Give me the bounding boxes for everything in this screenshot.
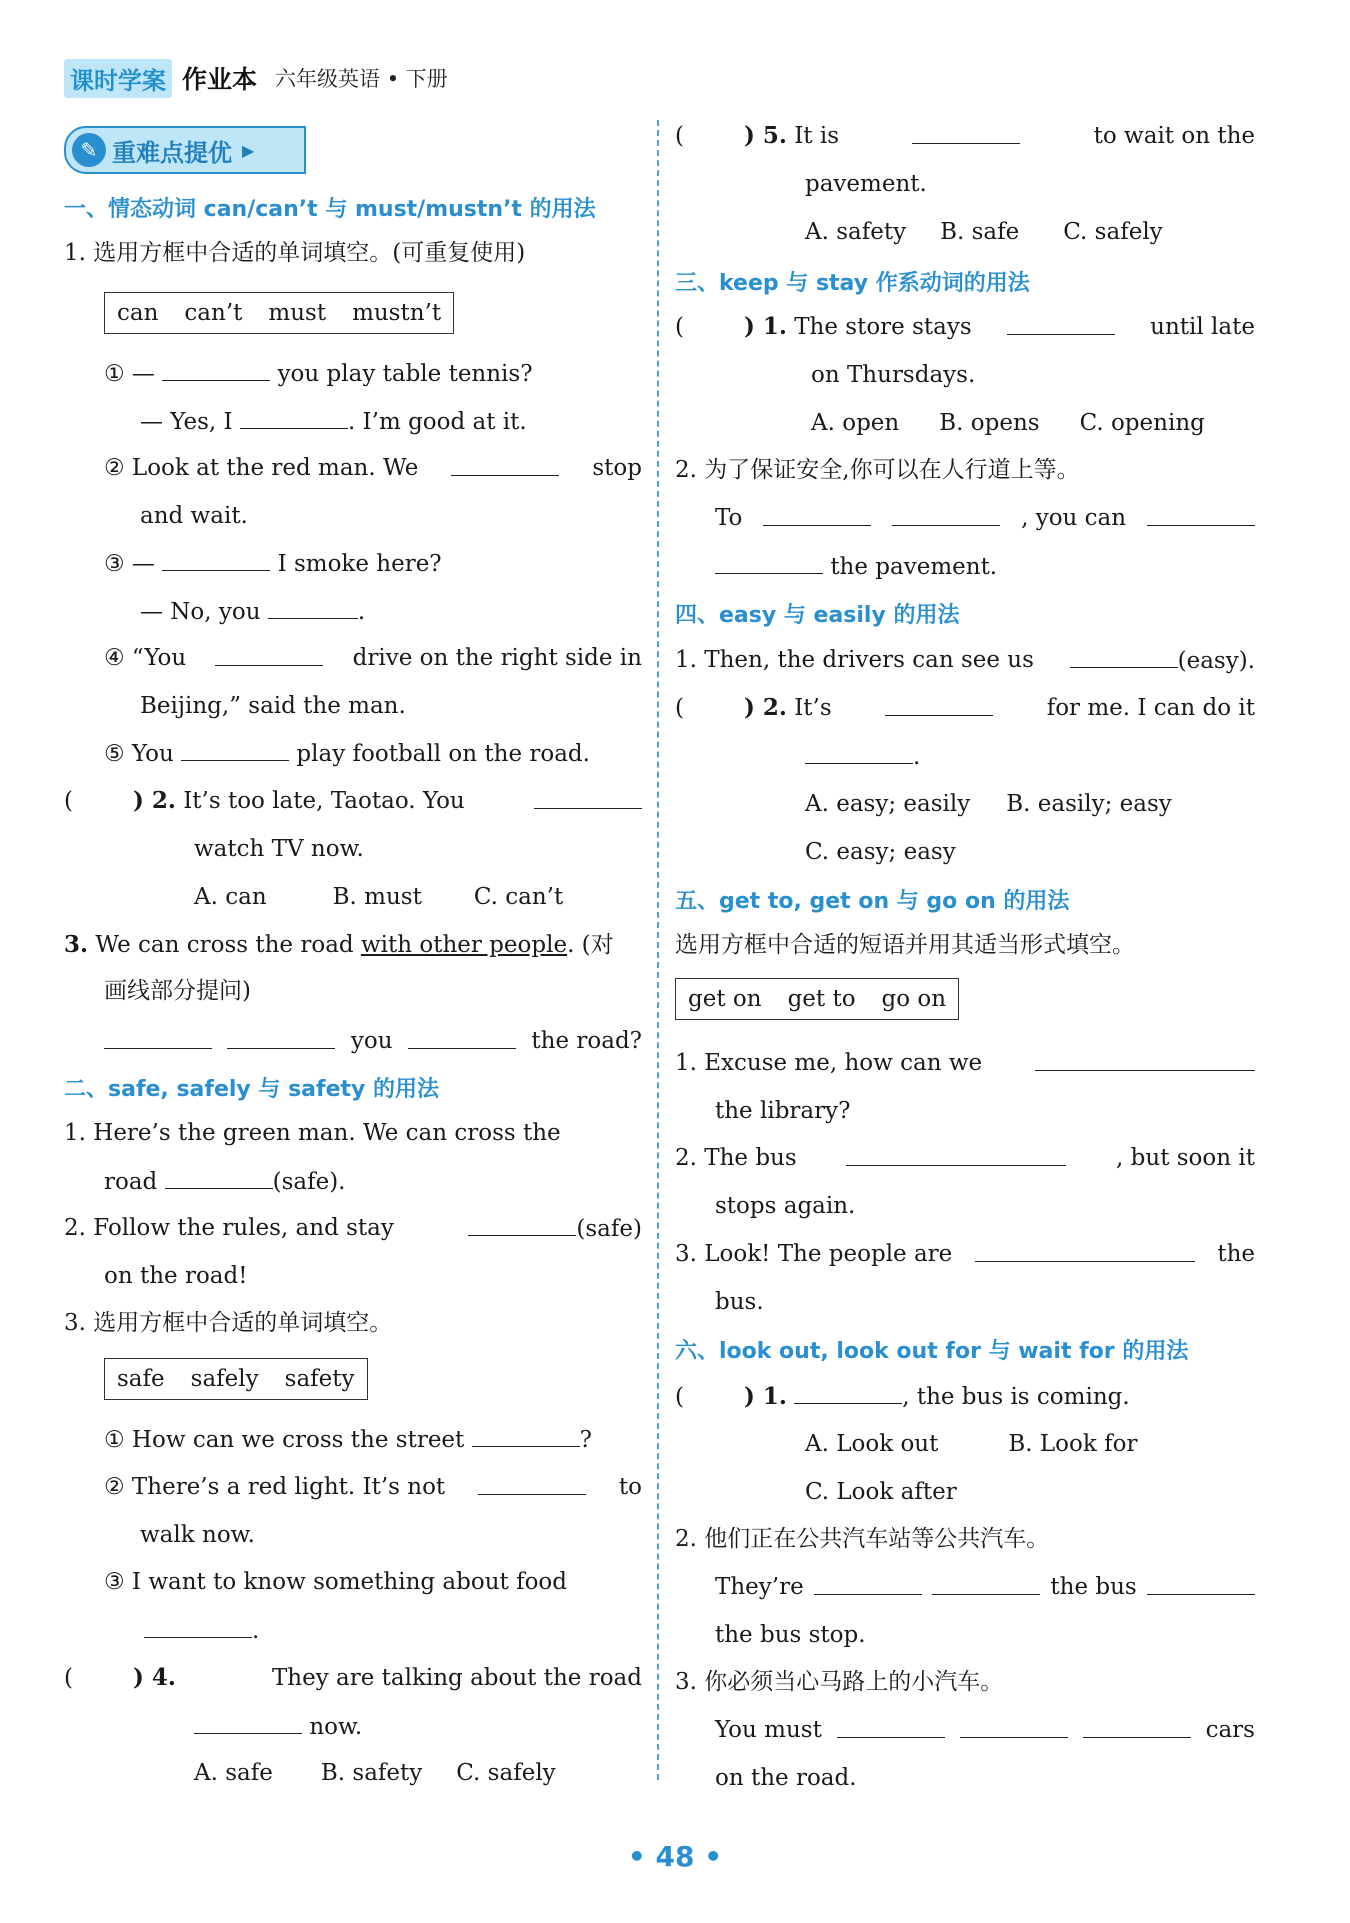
s5-q2-line-a: 2. The bus , but soon it [675,1145,1255,1171]
s6-q2-line-b: the bus stop. [715,1622,866,1648]
answer-blank[interactable] [227,1026,335,1049]
s4-q2-line-b: . [805,741,920,772]
word-option: safety [284,1366,355,1392]
s6-q1-option-c[interactable]: C. Look after [805,1479,957,1505]
s2-question-2-line-a: 2. Follow the rules, and stay (safe) [64,1215,642,1242]
answer-blank[interactable] [104,1026,212,1049]
word-option: safe [117,1366,165,1392]
word-option: mustn’t [352,300,442,326]
section-badge [64,126,306,174]
section-2-title: 二、safe, safely 与 safety 的用法 [64,1077,440,1102]
question-3-line-b: 画线部分提问) [104,978,251,1004]
brand-logo: 课时学案 [64,59,172,98]
answer-blank[interactable] [534,786,642,809]
s2-item-3-line-b: . [144,1615,259,1646]
badge-title: 重难点提优 [112,138,232,167]
question-1-1-line-a: ① — you play table tennis? [104,358,533,389]
word-option: can’t [184,300,243,326]
s2-question-4-line-b: now. [194,1711,362,1742]
s2-item-2-line-a: ② There’s a red light. It’s not to [104,1474,642,1500]
choice-option[interactable]: A. safe [194,1760,273,1786]
s5-q2-line-b: stops again. [715,1193,856,1219]
question-1-3-line-b: — No, you . [140,596,365,627]
s6-q2-line-a: They’re the bus [715,1572,1255,1602]
triangle-arrow-icon: ▶ [242,140,255,160]
answer-blank[interactable] [805,741,913,764]
choice-option[interactable]: A. can [194,884,267,910]
word-option: can [117,300,159,326]
s5-q3-line-a: 3. Look! The people are the [675,1241,1255,1267]
s6-q1-options [805,1429,1137,1459]
answer-blank[interactable] [162,358,270,381]
choice-option[interactable]: B. must [332,884,422,910]
answer-blank[interactable] [975,1239,1195,1262]
question-3-line-a: 3. We can cross the road with other people. (对 [64,931,614,958]
choice-option[interactable]: B. easily; easy [1006,791,1172,817]
answer-blank[interactable] [794,1381,902,1404]
question-1-3-line-a: ③ — I smoke here? [104,548,442,579]
answer-blank[interactable] [268,596,358,619]
question-2-line-b: watch TV now. [194,836,364,862]
choice-option[interactable]: B. Look for [1008,1431,1138,1457]
question-1-2-line-a: ② Look at the red man. We stop [104,455,642,481]
answer-blank[interactable] [478,1472,586,1495]
answer-blank[interactable] [1007,312,1115,335]
s6-q1-line-a: ( ) 1. , the bus is coming. [675,1383,1130,1410]
answer-blank[interactable] [814,1572,922,1595]
section-6-title: 六、look out, look out for 与 wait for 的用法 [675,1339,1189,1364]
s5-q1-line-b: the library? [715,1098,851,1124]
answer-blank[interactable] [885,693,993,716]
s6-q3-heading: 3. 你必须当心马路上的小汽车。 [675,1669,1004,1695]
s5-q3-line-b: bus. [715,1289,764,1315]
question-1-4-line-b: Beijing,” said the man. [140,693,406,719]
s5-heading: 选用方框中合适的短语并用其适当形式填空。 [675,932,1135,958]
s2-item-2-line-b: walk now. [140,1522,255,1548]
choice-option[interactable]: C. opening [1079,410,1205,436]
q5-line-a: ( ) 5. It is to wait on the [675,122,1255,149]
section-5-title: 五、get to, get on 与 go on 的用法 [675,889,1070,914]
s3-q1-line-a: ( ) 1. The store stays until late [675,313,1255,340]
choice-option[interactable]: C. safely [456,1760,556,1786]
s4-q2-option-c[interactable]: C. easy; easy [805,839,956,865]
phrase-option: get to [787,986,856,1012]
section-1-title: 一、情态动词 can/can’t 与 must/mustn’t 的用法 [64,197,596,222]
answer-blank[interactable] [451,453,559,476]
phrase-option: get on [688,986,762,1012]
choice-option[interactable]: C. can’t [473,884,564,910]
pencil-icon: ✎ [72,133,106,167]
column-divider [657,120,659,1780]
section-3-title: 三、keep 与 stay 作系动词的用法 [675,271,1030,296]
question-1-5: ⑤ You play football on the road. [104,738,590,769]
answer-blank[interactable] [1070,645,1178,668]
brand-title: 作业本 [182,65,258,94]
question-1-2-line-b: and wait. [140,503,248,529]
s2-question-1-line-b: road (safe). [104,1166,346,1197]
answer-blank[interactable] [162,548,270,571]
question-2-options [194,882,563,912]
choice-option[interactable]: C. safely [1063,219,1163,245]
s6-q3-line-b: on the road. [715,1765,857,1791]
answer-blank[interactable] [912,121,1020,144]
word-box-1 [104,292,454,334]
answer-blank[interactable] [1035,1048,1255,1071]
s3-q1-line-b: on Thursdays. [811,362,976,388]
question-1-heading: 1. 选用方框中合适的单词填空。(可重复使用) [64,240,526,266]
choice-option[interactable]: B. safe [940,219,1020,245]
answer-blank[interactable] [468,1213,576,1236]
question-1-4-line-a: ④ “You drive on the right side in [104,645,642,671]
s6-q3-line-a: You must cars [715,1717,1255,1743]
answer-blank[interactable] [715,551,823,574]
s4-q2-line-a: ( ) 2. It’s for me. I can do it [675,694,1255,721]
answer-blank[interactable] [763,503,871,526]
s2-question-4-options [194,1758,556,1788]
choice-option[interactable]: B. safety [320,1760,423,1786]
answer-blank[interactable] [215,643,323,666]
page-header [64,58,448,98]
page-number: • 48 • [627,1840,723,1873]
answer-blank[interactable] [165,1166,273,1189]
choice-option[interactable]: A. Look out [805,1431,939,1457]
s4-q2-options [805,789,1172,819]
s6-q2-heading: 2. 他们正在公共汽车站等公共汽车。 [675,1526,1050,1552]
s3-q2-line-b: the pavement. [715,551,997,582]
answer-blank[interactable] [846,1143,1066,1166]
s3-q1-options [811,408,1205,438]
answer-blank[interactable] [1147,1572,1255,1595]
answer-blank[interactable] [181,738,289,761]
underlined-phrase: with other people [360,932,568,958]
grade-label: 六年级英语 • 下册 [275,67,448,91]
answer-blank[interactable] [240,406,348,429]
s3-q2-heading: 2. 为了保证安全,你可以在人行道上等。 [675,457,1080,483]
question-2-line-a: ( ) 2. It’s too late, Taotao. You [64,786,642,816]
s2-item-1: ① How can we cross the street ? [104,1424,592,1455]
word-option: must [268,300,327,326]
answer-blank[interactable] [960,1715,1068,1738]
answer-blank[interactable] [837,1715,945,1738]
answer-blank[interactable] [408,1026,516,1049]
choice-option[interactable]: A. safety [805,219,907,245]
choice-option[interactable]: A. open [811,410,900,436]
question-1-1-line-b: — Yes, I . I’m good at it. [140,406,527,437]
q5-line-b: pavement. [805,171,927,197]
s2-question-3-heading: 3. 选用方框中合适的单词填空。 [64,1310,393,1336]
section-4-title: 四、easy 与 easily 的用法 [675,603,960,628]
answer-blank[interactable] [932,1572,1040,1595]
answer-blank[interactable] [1147,503,1255,526]
word-option: safely [190,1366,259,1392]
answer-blank[interactable] [892,503,1000,526]
answer-blank[interactable] [194,1711,302,1734]
choice-option[interactable]: B. opens [939,410,1040,436]
s3-q2-line-a: To , you can [715,503,1255,533]
s2-question-4-line-a: ( ) 4. They are talking about the road [64,1664,642,1691]
s4-q1: 1. Then, the drivers can see us (easy). [675,647,1255,674]
s2-item-3-line-a: ③ I want to know something about food [104,1569,567,1595]
s5-q1-line-a: 1. Excuse me, how can we [675,1048,1255,1078]
answer-blank[interactable] [1083,1715,1191,1738]
phrase-box [675,978,959,1020]
q5-options [805,217,1163,247]
word-box-2 [104,1358,368,1400]
answer-blank[interactable] [144,1615,252,1638]
answer-blank[interactable] [472,1424,580,1447]
s2-question-1-line-a: 1. Here’s the green man. We can cross the [64,1120,561,1146]
choice-option[interactable]: A. easy; easily [805,791,971,817]
s2-question-2-line-b: on the road! [104,1263,248,1289]
question-3-line-c: you the road? [104,1026,642,1056]
phrase-option: go on [881,986,947,1012]
